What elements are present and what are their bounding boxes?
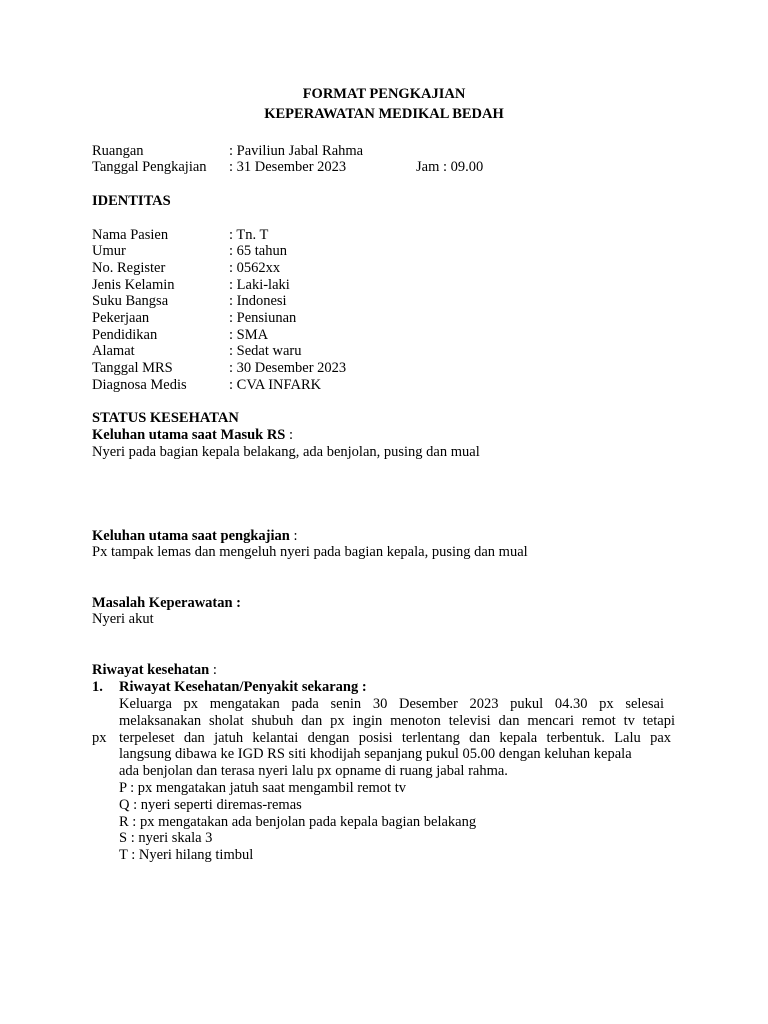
paragraph-word: selesai — [625, 696, 664, 712]
keluhan-masuk-label: Keluhan utama saat Masuk RS — [92, 427, 286, 443]
pqrst-provoking: P : px mengatakan jatuh saat mengambil remot tv — [119, 780, 406, 796]
paragraph-word: dan — [183, 730, 205, 746]
status-kesehatan-heading: STATUS KESEHATAN — [92, 410, 239, 426]
identitas-value: : Laki-laki — [229, 277, 290, 293]
keluhan-pengkajian-heading — [92, 528, 297, 545]
paragraph-word: px — [330, 713, 345, 729]
keluhan-pengkajian-text: Px tampak lemas dan mengeluh nyeri pada bagian kepala, pusing dan mual — [92, 544, 528, 560]
identitas-value: : 0562xx — [229, 260, 281, 276]
document-title-line2: KEPERAWATAN MEDIKAL BEDAH — [264, 106, 504, 122]
paragraph-word: dan — [301, 713, 323, 729]
paragraph-word: terlentang — [401, 730, 460, 746]
keluhan-pengkajian-colon: : — [289, 528, 298, 544]
identitas-value: : Tn. T — [229, 227, 269, 243]
jam-value: Jam : 09.00 — [416, 159, 484, 175]
pqrst-region: R : px mengatakan ada benjolan pada kepala bagian belakang — [119, 814, 477, 830]
paragraph-word: 30 — [372, 696, 388, 712]
identitas-label: Pendidikan — [92, 327, 158, 343]
masalah-keperawatan-text: Nyeri akut — [92, 611, 154, 627]
document-title-line1: FORMAT PENGKAJIAN — [302, 86, 466, 102]
identitas-heading: IDENTITAS — [92, 193, 171, 209]
riwayat-paragraph-px: px — [92, 730, 107, 746]
paragraph-word: 2023 — [469, 696, 499, 712]
keluhan-masuk-heading — [92, 427, 293, 444]
paragraph-word: terbentuk. — [546, 730, 605, 746]
paragraph-word: px — [183, 696, 199, 712]
paragraph-word: mencari — [527, 713, 575, 729]
keluhan-pengkajian-label: Keluhan utama saat pengkajian — [92, 528, 290, 544]
identitas-label: Pekerjaan — [92, 310, 150, 326]
pqrst-time: T : Nyeri hilang timbul — [119, 847, 254, 863]
paragraph-word: tv — [623, 713, 635, 729]
paragraph-word: melaksanakan — [119, 713, 202, 729]
paragraph-word: kepala — [499, 730, 538, 746]
paragraph-word: Keluarga — [119, 696, 172, 712]
paragraph-word: jatuh — [214, 730, 244, 746]
paragraph-word: shubuh — [251, 713, 294, 729]
paragraph-word: pax — [650, 730, 671, 746]
identitas-label: Alamat — [92, 343, 135, 359]
pqrst-severity: S : nyeri skala 3 — [119, 830, 213, 846]
identitas-label: Jenis Kelamin — [92, 277, 175, 293]
riwayat-kesehatan-label: Riwayat kesehatan — [92, 662, 210, 678]
paragraph-word: dan — [498, 713, 520, 729]
paragraph-word: px — [599, 696, 614, 712]
paragraph-word: terpeleset — [119, 730, 175, 746]
identitas-value: : 30 Desember 2023 — [229, 360, 347, 376]
masalah-keperawatan-label: Masalah Keperawatan : — [92, 595, 242, 611]
paragraph-word: menoton — [390, 713, 441, 729]
identitas-value: : CVA INFARK — [229, 377, 322, 393]
identitas-label: No. Register — [92, 260, 166, 276]
paragraph-word: dan — [469, 730, 491, 746]
identitas-label: Diagnosa Medis — [92, 377, 187, 393]
identitas-value: : SMA — [229, 327, 269, 343]
riwayat-item-title: Riwayat Kesehatan/Penyakit sekarang : — [119, 679, 367, 695]
paragraph-word: tetapi — [642, 713, 675, 729]
paragraph-word: remot — [581, 713, 616, 729]
pqrst-quality: Q : nyeri seperti diremas-remas — [119, 797, 302, 813]
identitas-label: Umur — [92, 243, 126, 259]
riwayat-paragraph-line5: ada benjolan dan terasa nyeri lalu px opname di ruang jabal rahma. — [119, 763, 508, 779]
paragraph-word: posisi — [358, 730, 393, 746]
paragraph-word: televisi — [448, 713, 491, 729]
tanggal-pengkajian-value: : 31 Desember 2023 — [229, 159, 347, 175]
identitas-value: : Sedat waru — [229, 343, 302, 359]
identitas-value: : Indonesi — [229, 293, 287, 309]
paragraph-word: sholat — [209, 713, 244, 729]
riwayat-paragraph-line4: langsung dibawa ke IGD RS siti khodijah sepanjang pukul 05.00 dengan keluhan kepala — [119, 746, 632, 762]
riwayat-item-number: 1. — [92, 679, 103, 695]
paragraph-word: pada — [291, 696, 319, 712]
riwayat-kesehatan-colon: : — [209, 662, 217, 678]
paragraph-word: Desember — [399, 696, 458, 712]
tanggal-pengkajian-label: Tanggal Pengkajian — [92, 159, 207, 175]
identitas-value: : 65 tahun — [229, 243, 287, 259]
keluhan-masuk-text: Nyeri pada bagian kepala belakang, ada benjolan, pusing dan mual — [92, 444, 480, 460]
paragraph-word: ingin — [352, 713, 383, 729]
paragraph-word: senin — [330, 696, 362, 712]
paragraph-word: mengatakan — [209, 696, 280, 712]
ruangan-label: Ruangan — [92, 143, 144, 159]
paragraph-word: kelantai — [252, 730, 299, 746]
paragraph-word: dengan — [307, 730, 350, 746]
paragraph-word: pukul — [510, 696, 544, 712]
identitas-label: Tanggal MRS — [92, 360, 173, 376]
riwayat-kesehatan-heading — [92, 662, 217, 679]
paragraph-word: Lalu — [614, 730, 641, 746]
identitas-label: Nama Pasien — [92, 227, 169, 243]
keluhan-masuk-colon: : — [285, 427, 294, 443]
ruangan-value: : Paviliun Jabal Rahma — [229, 143, 364, 159]
identitas-value: : Pensiunan — [229, 310, 297, 326]
identitas-label: Suku Bangsa — [92, 293, 169, 309]
paragraph-word: 04.30 — [554, 696, 588, 712]
